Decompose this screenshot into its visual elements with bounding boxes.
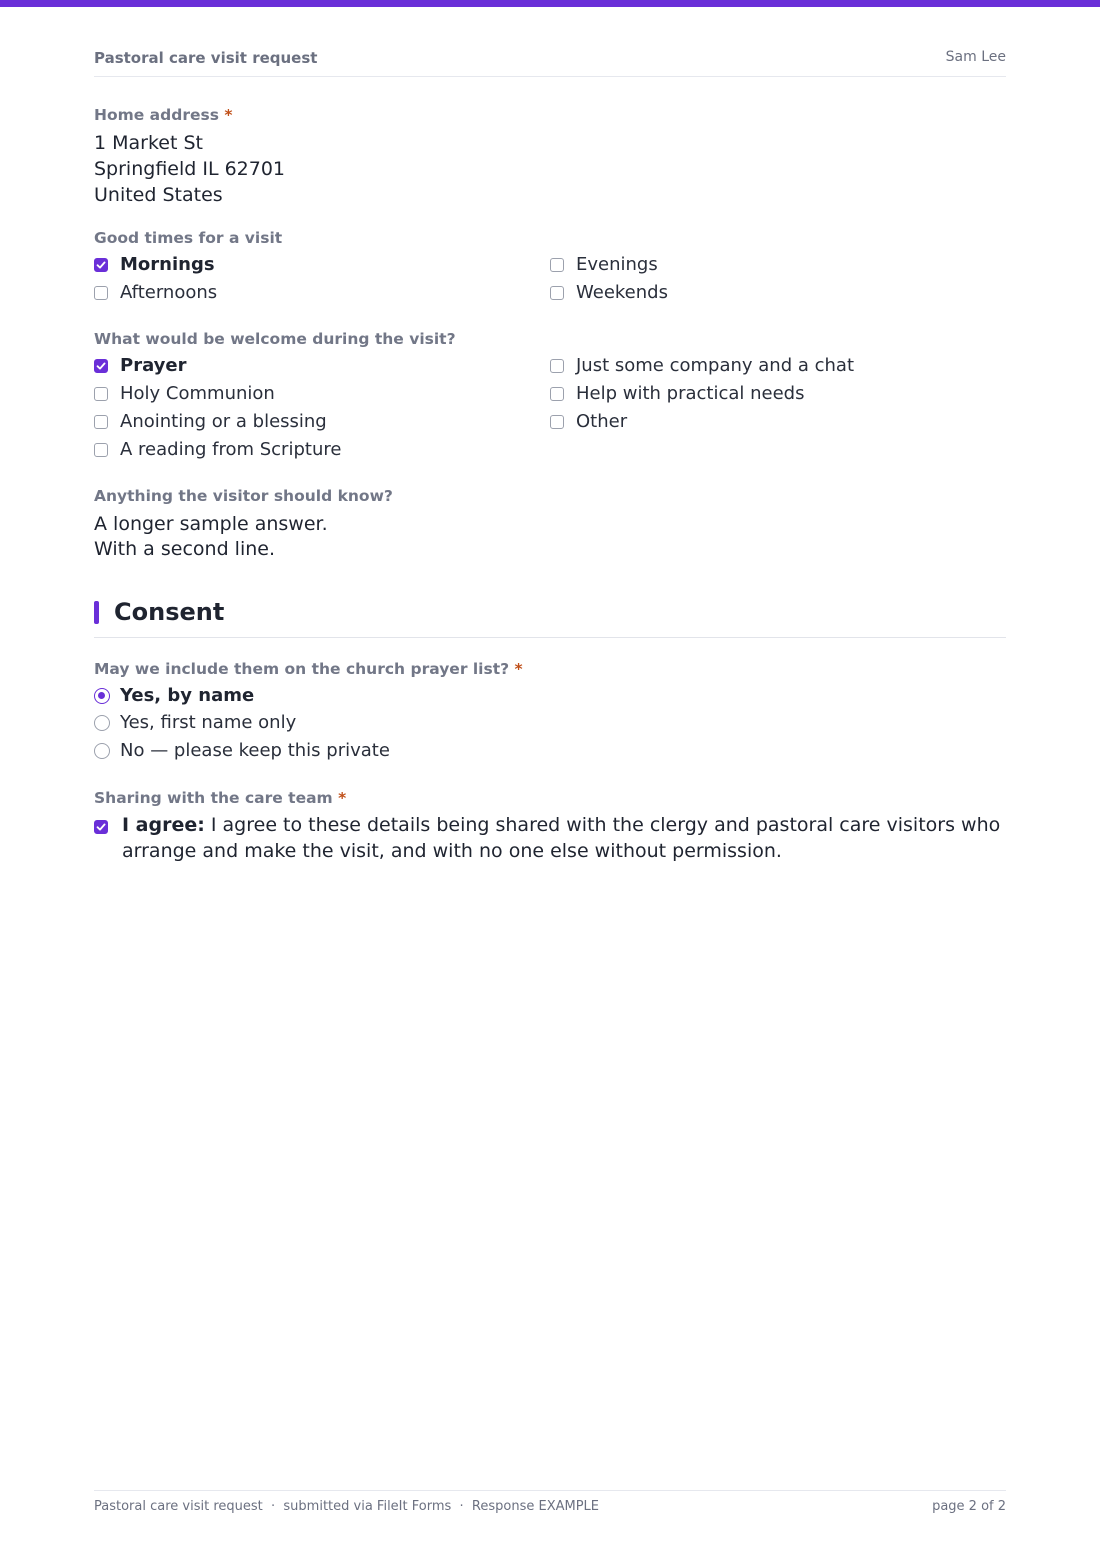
- radio-selected-icon[interactable]: [94, 688, 110, 704]
- home-address-label: Home address *: [94, 106, 233, 124]
- consent-section-header: [94, 596, 1006, 638]
- checkbox-checked-icon[interactable]: [94, 258, 108, 272]
- respondent-name: Sam Lee: [945, 49, 1006, 65]
- sharing-label: Sharing with the care team *: [94, 789, 347, 807]
- page-footer: [94, 1490, 1006, 1521]
- checkbox-empty-icon[interactable]: [550, 387, 564, 401]
- notes-answer-line-2: With a second line.: [94, 538, 275, 560]
- accent-top-bar: [0, 0, 1100, 7]
- checkbox-empty-icon[interactable]: [94, 415, 108, 429]
- welcome-label: What would be welcome during the visit?: [94, 330, 456, 348]
- page-header: [94, 49, 1006, 77]
- checkbox-empty-icon[interactable]: [550, 286, 564, 300]
- agree-statement: [122, 812, 1006, 864]
- radio-empty-icon[interactable]: [94, 743, 110, 759]
- home-address-line-3: United States: [94, 184, 223, 206]
- checkbox-empty-icon[interactable]: [550, 258, 564, 272]
- section-accent-bar: [94, 601, 99, 624]
- checkbox-empty-icon[interactable]: [550, 415, 564, 429]
- agree-lead: I agree:: [122, 814, 205, 836]
- checkbox-empty-icon[interactable]: [94, 443, 108, 457]
- checkbox-checked-icon[interactable]: [94, 820, 108, 834]
- checkbox-empty-icon[interactable]: [550, 359, 564, 373]
- checkbox-empty-icon[interactable]: [94, 387, 108, 401]
- home-address-line-2: Springfield IL 62701: [94, 158, 286, 180]
- form-title: Pastoral care visit request: [94, 49, 318, 67]
- checkbox-empty-icon[interactable]: [94, 286, 108, 300]
- prayer-list-label: May we include them on the church prayer list? *: [94, 660, 523, 678]
- checkbox-checked-icon[interactable]: [94, 359, 108, 373]
- page-number: page 2 of 2: [932, 1499, 1006, 1514]
- required-marker: *: [514, 660, 523, 678]
- home-address-line-1: 1 Market St: [94, 132, 203, 154]
- section-title: Consent: [114, 598, 225, 626]
- visit-times-label: Good times for a visit: [94, 229, 283, 247]
- radio-empty-icon[interactable]: [94, 715, 110, 731]
- required-marker: *: [338, 789, 347, 807]
- footer-info: Pastoral care visit request · submitted via FileIt Forms · Response EXAMPLE: [94, 1499, 600, 1514]
- required-marker: *: [224, 106, 233, 124]
- notes-answer-line-1: A longer sample answer.: [94, 513, 328, 535]
- notes-label: Anything the visitor should know?: [94, 487, 393, 505]
- agree-body: I agree to these details being shared with the clergy and pastoral care visitors who arrange and make the visit, and with no one else without permission.: [122, 814, 1001, 862]
